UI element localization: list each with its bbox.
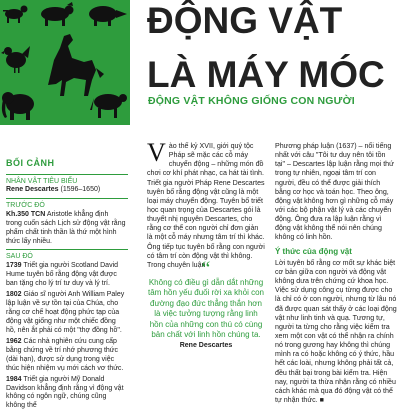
pull-quote [147,258,265,350]
body-column-2 [275,142,397,405]
before-label: TRƯỚC ĐÓ [6,202,45,210]
sidebar-heading: BỐI CẢNH [6,158,55,168]
key-figure [6,186,126,195]
entry-text: Các nhà nghiên cứu cung cấp bằng chứng về trí nhớ phương thức (dài hạn), được sử dụng trong việc thúc hiện nhiệm vụ mới cách vơ thức. [6,337,124,372]
page-title-line-1: ĐỘNG VẬT [147,0,343,41]
drop-cap: V [147,138,166,167]
entry-text: một hình thức lấy nhiều. [6,229,117,246]
key-figure-name: Rene Descartes [6,186,59,194]
section-heading: Ý thức của động vật [275,246,352,256]
entry-year: 1984 [6,375,22,383]
entry-text: Giáo sĩ người Anh William Paley lập luận về sự tồn tại của Chúa, cho rằng cơ chế hoạt động phức tạp của động vật giống như một chiếc đồng hồ, nên ắt phải có một "thợ đồng hồ". [6,291,125,334]
entry-text: Aristotle khẳng định trong cuốn sách Lịch sử động vật rằng phẩm chất tinh thần là thứ [6,211,126,237]
dog-silhouette-icon [3,6,28,24]
entry-year: 1802 [6,291,22,298]
header-illustration-panel [0,0,130,125]
body-paragraph: Phương pháp luận (1637) – nổi tiếng nhất với câu "Tôi tư duy nên tôi tồn tại" – Descartes lập luận rằng mọi thứ trong tự nhiên, ngoại tâm trí con người, đều có thể được giải thích bằng cơ học và toán học. Theo ông, động vật không hơn gì những cỗ máy với các bộ phận vật lý và các chuyển động. Ông đưa ra lập luận rằng vì động vật không thể nói nên chúng không có linh hồn. [275,142,394,242]
entry-year: 1739 [6,262,22,270]
context-sidebar [0,140,130,410]
quote-mark-icon: “ [201,258,211,280]
after-entry [6,338,126,374]
hen-silhouette-icon [1,46,30,73]
entry-text: Triết gia người Scotland David Hume tuyên bố rằng động vật được ban tặng cho lý trí [6,262,119,288]
key-figure-dates: (1596–1650) [60,186,101,194]
sidebar-divider [6,198,128,199]
body-paragraph: ào thế kỷ XVII, giới quý tộc Pháp sẽ mặc các cỗ máy chuyển động – những món đồ chơi cơ khí phát nhạc, ca hát tài tình. Triết gia người Pháp Rene Descartes tuyên bố rằng động vật cũng là một loại máy chuyển động. Tuyên bố triết học quan trọng của Descartes gói là thuyết nhị nguyên Descartes, cho rằng cơ thể con người chỉ đơn giản là một cỗ máy nhưng tâm trí thì khác. Ông tiếp tục tuyên bố rằng con người có tâm trí còn động vật thì không. Trong chuyên luận [147,142,265,269]
horse-silhouette-icon [48,34,104,96]
sidebar-divider [6,174,128,175]
quote-author: Rene Descartes [179,342,233,350]
bull-silhouette-icon [41,2,74,26]
sidebar-divider [6,249,128,250]
entry-year: Kh.350 TCN [6,211,46,219]
quote-text: Không có điều gì dẫn dắt những tâm hồn yếu đuối rời xa khỏi con đường đạo đức thẳng thắn hơn là việc tưởng tượng rằng linh hồn của những con thú có cùng bản chất với linh hồn chúng ta. [148,278,264,339]
entry-year: 1962 [6,337,22,345]
animal-silhouettes [0,0,130,125]
boar-silhouette-icon [89,6,127,26]
elephant-silhouette-icon [2,92,34,120]
entry-text: Triết gia người Mỹ Donald Davidson khẳng định rằng vì động vật không có ngôn ngữ, chúng cũng không thể [6,375,124,410]
key-figure-label: NHÂN VẬT TIÊU BIỂU [6,177,78,185]
page-subtitle: ĐỘNG VẬT KHÔNG GIỐNG CON NGƯỜI [148,95,355,107]
page-title-line-2: LÀ MÁY MÓC [147,54,385,95]
body-column-1 [147,138,265,270]
cow-silhouette-icon [90,94,127,118]
after-label: SAU ĐÓ [6,253,33,261]
after-entry [6,376,126,411]
after-entry [6,291,126,336]
body-paragraph: Lời tuyên bố rằng cơ mốt sự khác biệt cơ bản giữa con người và động vật không dưa trên chứng cứ khoa học. Việc sử dụng công cụ từng được cho là chỉ có ở con người, nhưng từ lâu nó đã được quan sát thấy ở các loại động vật như linh tinh và quạ. Tương tự, người ta từng cho rằng việc kiểm tra xem một con vật có thể nhận ra chính nó trong gương hay không thì chúng mình ra có hoặc không có ý thức, hầu hết các loài, nhưng không phải tất cả, đều thất bại trong bài kiểm tra. Hiện nay, người ta thừa nhận rằng có nhiều cách khác mà qua đó động vật có thể tự nhận thức. ■ [275,258,397,404]
before-entry [6,211,126,247]
entry-text: tư duy và lý trí. [63,280,110,288]
after-entry [6,262,126,289]
